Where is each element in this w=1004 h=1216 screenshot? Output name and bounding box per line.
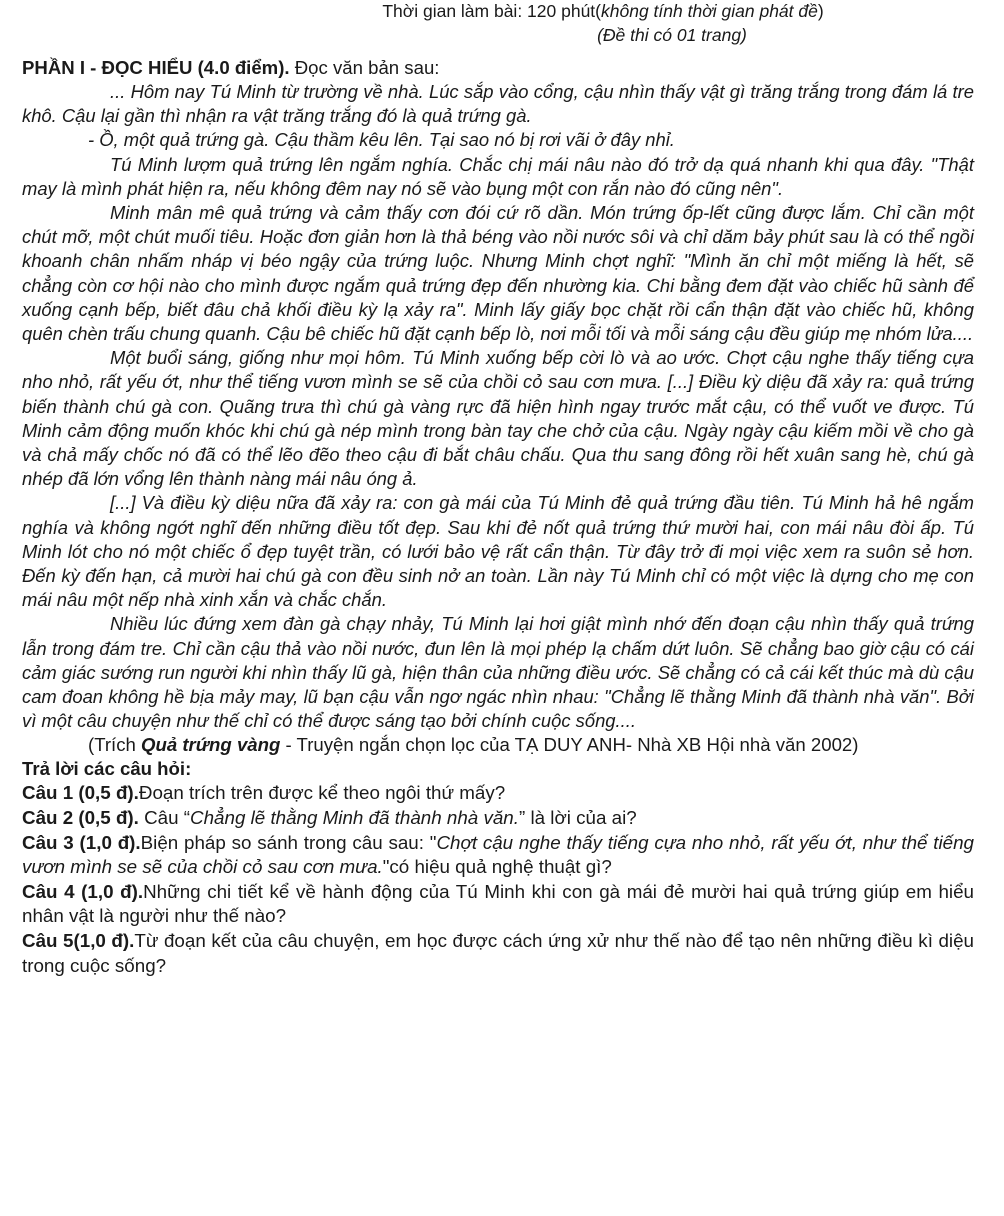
question-5 — [22, 929, 974, 978]
question-text: Từ đoạn kết của câu chuyện, em học được cách ứng xử như thế nào để tạo nên những điều kì diệu trong cuộc sống? — [22, 930, 974, 976]
question-text: Những chi tiết kể về hành động của Tú Minh khi con gà mái đẻ mười hai quả trứng giúp em hiểu nhân vật là người như thế nào? — [22, 880, 974, 927]
passage-paragraph: Minh mân mê quả trứng và cảm thấy cơn đói cứ rõ dần. Món trứng ốp-lết cũng được lắm. Chỉ cần một chút mỡ, một chút muối tiêu. Hoặc đơn giản hơn là thả béng vào nồi nước sôi và chỉ dăm bảy phút sau là có thể ngồi khoanh chân nhấm nháp vị béo ngậy của trứng luộc. Nhưng Minh chợt nghĩ: "Mình ăn chỉ một miếng là hết, sẽ chẳng còn cơ hội nào cho mình được ngắm quả trứng đẹp đến nhường kia. Chi bằng đem đặt vào chiếc hũ sành để xuống cạnh bếp, biết đâu chả khối điều kỳ lạ xảy ra". Minh lấy giấy bọc chặt rồi cẩn thận đặt vào chiếc hũ, không quên chèn trấu chung quanh. Cậu bê chiếc hũ đặt cạnh bếp lò, nơi mỗi tối và mỗi sáng cậu đều giúp mẹ nhóm lửa.... — [22, 202, 974, 345]
time-italic-note: không tính thời gian phát đề — [601, 1, 818, 21]
question-label: Câu 1 (0,5 đ). — [22, 782, 139, 804]
passage-paragraph: Một buổi sáng, giống như mọi hôm. Tú Minh xuống bếp cời lò và ao ước. Chợt cậu nghe thấy tiếng cựa nho nhỏ, rất yếu ớt, như thể tiếng vươn mình se sẽ của chồi cỏ sau cơn mưa. [...] Điều kỳ diệu đã xảy ra: quả trứng biến thành chú gà con. Quãng trưa thì chú gà vàng rực đã hiện hình ngay trước mắt cậu, có thể vuốt ve được. Tú Minh cảm động muốn khóc khi chú gà nép mình trong bàn tay che chở của cậu. Ngày ngày cậu kiếm mồi về cho gà và chả mấy chốc nó đã có thể lẽo đẽo theo cậu đi bắt châu chấu. Qua thu sang đông rồi hết xuân sang hè, chú gà nhép đã lớn vổng lên thành nàng mái nâu óng ả. — [22, 347, 974, 490]
reading-passage — [22, 80, 974, 733]
passage-source — [22, 733, 974, 757]
question-text: Đoạn trích trên được kể theo ngôi thứ mấy? — [138, 782, 506, 804]
question-text: ” là lời của ai? — [518, 807, 637, 829]
question-label: Câu 3 (1,0 đ). — [22, 831, 141, 853]
source-prefix: (Trích — [88, 734, 142, 756]
passage-paragraph: [...] Và điều kỳ diệu nữa đã xảy ra: con gà mái của Tú Minh đẻ quả trứng đầu tiên. Tú Minh hả hê ngắm nghía và không ngớt nghĩ đến những điều tốt đẹp. Sau khi đẻ nốt quả trứng thứ mười hai, con mái nâu đòi ấp. Tú Minh lót cho nó một chiếc ổ đẹp tuyệt trần, có lưới bảo vệ rất cẩn thận. Từ đây trở đi mọi việc xem ra suôn sẻ hơn. Đến kỳ đến hạn, cả mười hai chú gà con đều sinh nở an toàn. Lần này Tú Minh chỉ có một việc là dựng cho mẹ con mái nâu một nếp nhà xinh xắn và chắc chắn. — [22, 492, 974, 611]
question-2 — [22, 806, 974, 831]
question-label: Câu 2 (0,5 đ). — [22, 807, 139, 829]
question-quote: Chẳng lẽ thằng Minh đã thành nhà văn. — [190, 807, 519, 829]
question-3 — [22, 831, 974, 880]
question-quote: Chợt cậu nghe thấy tiếng cựa nho nhỏ, rất yếu ớt, như thể tiếng vươn mình se sẽ của chồi cỏ sau cơn mưa. — [22, 831, 974, 878]
question-1 — [22, 781, 974, 806]
question-text: "có hiệu quả nghệ thuật gì? — [382, 856, 612, 878]
time-suffix: ) — [817, 1, 824, 21]
page-count-note: (Đề thi có 01 trang) — [597, 25, 747, 45]
section-instruction: Đọc văn bản sau: — [289, 57, 440, 78]
question-text: Câu “ — [138, 807, 191, 829]
passage-paragraph: - Ồ, một quả trứng gà. Cậu thầm kêu lên. Tại sao nó bị rơi vãi ở đây nhỉ. — [88, 129, 675, 151]
question-4 — [22, 880, 974, 929]
source-suffix: - Truyện ngắn chọn lọc của TẠ DUY ANH- Nhà XB Hội nhà văn 2002) — [280, 734, 859, 756]
passage-paragraph: Tú Minh lượm quả trứng lên ngắm nghía. Chắc chị mái nâu nào đó trở dạ quá nhanh khi qua đây. "Thật may là mình phát hiện ra, nếu không đêm nay nó sẽ vào bụng một con rắn nào đó cũng nên". — [22, 153, 974, 199]
question-label: Câu 4 (1,0 đ). — [22, 880, 144, 902]
exam-time-header — [232, 0, 974, 22]
source-book-title: Quả trứng vàng — [141, 734, 281, 756]
passage-paragraph: Nhiều lúc đứng xem đàn gà chạy nhảy, Tú Minh lại hơi giật mình nhớ đến đoạn cậu nhìn thấy quả trứng lẫn trong đám tre. Chỉ cần cậu thả vào nồi nước, đun lên là mọi phép lạ chấm dứt luôn. Sẽ chẳng bao giờ cậu có cái cảm giác sướng run người khi nhìn thấy lũ gà, hiện thân của những điều ước. Sẽ chẳng có cả cái kết thúc mà dù cậu cam đoan không hề bịa mảy may, lũ bạn cậu vẫn ngơ ngác nhìn nhau: "Chẳng lẽ thằng Minh đã thành nhà văn". Bởi vì một câu chuyện như thế chỉ có thể được sáng tạo bởi chính cuộc sống.... — [22, 613, 974, 732]
question-text: Biện pháp so sánh trong câu sau: " — [140, 831, 437, 853]
question-label: Câu 5(1,0 đ). — [22, 930, 135, 952]
time-prefix: Thời gian làm bài: 120 phút( — [382, 1, 601, 21]
passage-paragraph: ... Hôm nay Tú Minh từ trường về nhà. Lúc sắp vào cổng, cậu nhìn thấy vật gì trăng trắng trong đám lá tre khô. Cậu lại gần thì nhận ra vật trăng trắng đó là quả trứng gà. — [22, 81, 974, 127]
questions-heading: Trả lời các câu hỏi: — [22, 758, 192, 780]
section-heading — [22, 56, 974, 80]
section-title: PHẦN I - ĐỌC HIỂU (4.0 điểm). — [22, 57, 290, 78]
